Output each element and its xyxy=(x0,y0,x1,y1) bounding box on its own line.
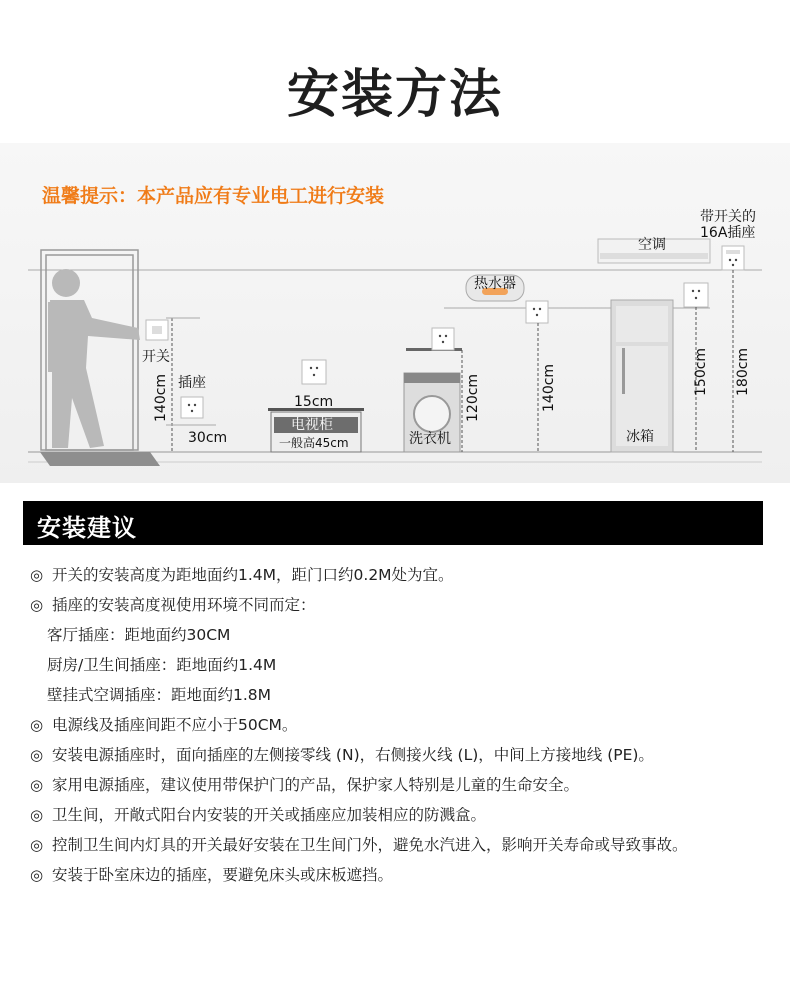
tip-item xyxy=(30,772,780,802)
bullet-icon: ◎ xyxy=(30,776,44,794)
tip-text: 卫生间，开敞式阳台内安装的开关或插座应加装相应的防溅盒。 xyxy=(52,806,487,824)
tip-item xyxy=(30,562,780,592)
fridge-label: 冰箱 xyxy=(626,429,654,445)
bullet-icon: ◎ xyxy=(30,866,44,884)
bullet-icon: ◎ xyxy=(30,806,44,824)
person-figure xyxy=(48,269,140,448)
tip-item xyxy=(30,832,780,862)
fridge-socket xyxy=(684,283,708,307)
tip-text: 开关的安装高度为距地面约1.4M，距门口约0.2M处为宜。 xyxy=(52,566,454,584)
tv-socket-height-label: 15cm xyxy=(294,394,334,410)
tip-item xyxy=(30,592,780,622)
tip-item xyxy=(30,682,780,712)
section-title: 安装建议 xyxy=(37,514,137,542)
living-room-socket xyxy=(181,397,203,418)
tip-text: 安装电源插座时，面向插座的左侧接零线 (N)，右侧接火线 (L)，中间上方接地线 (PE)。 xyxy=(52,746,654,764)
socket-label: 插座 xyxy=(178,375,206,391)
tip-text: 安装于卧室床边的插座，要避免床头或床板遮挡。 xyxy=(52,866,394,884)
floor-mat xyxy=(40,452,160,466)
ac-label: 空调 xyxy=(638,237,666,253)
ac-socket-label-line1: 带开关的 xyxy=(700,209,756,225)
water-heater-socket xyxy=(526,301,548,323)
water-heater-label: 热水器 xyxy=(474,276,516,292)
tip-text: 家用电源插座，建议使用带保护门的产品，保护家人特别是儿童的生命安全。 xyxy=(52,776,580,794)
bullet-icon: ◎ xyxy=(30,746,44,764)
tv-cabinet-height-label: 一般高45cm xyxy=(279,436,349,450)
tip-item xyxy=(30,742,780,772)
tv-cabinet-label: 电视柜 xyxy=(291,417,333,433)
ac-socket-label-line2: 16A插座 xyxy=(700,225,756,241)
tip-item xyxy=(30,802,780,832)
bullet-icon: ◎ xyxy=(30,836,44,854)
water-heater-socket-height-label: 140cm xyxy=(541,363,557,412)
light-switch xyxy=(146,320,168,340)
tip-text: 电源线及插座间距不应小于50CM。 xyxy=(52,716,298,734)
washer-label: 洗衣机 xyxy=(409,431,451,447)
tip-item xyxy=(30,862,780,892)
tip-text: 客厅插座：距地面约30CM xyxy=(47,626,231,644)
tip-item xyxy=(30,652,780,682)
bullet-icon: ◎ xyxy=(30,596,44,614)
switch-height-label: 140cm xyxy=(153,373,169,422)
tip-text: 插座的安装高度视使用环境不同而定： xyxy=(52,596,316,614)
bullet-icon: ◎ xyxy=(30,566,44,584)
tip-item xyxy=(30,712,780,742)
page-title: 安装方法 xyxy=(286,65,503,125)
tip-text: 厨房/卫生间插座：距地面约1.4M xyxy=(47,656,277,674)
ac-socket-height-label: 180cm xyxy=(735,347,751,396)
tv-socket xyxy=(302,360,326,384)
section-header xyxy=(23,501,763,545)
fridge-socket-height-label: 150cm xyxy=(693,347,709,396)
socket-height-label: 30cm xyxy=(188,430,228,446)
ac-socket xyxy=(722,246,744,270)
tip-text: 壁挂式空调插座：距地面约1.8M xyxy=(47,686,272,704)
tip-text: 控制卫生间内灯具的开关最好安装在卫生间门外，避免水汽进入，影响开关寿命或导致事故。 xyxy=(52,836,688,854)
bullet-icon: ◎ xyxy=(30,716,44,734)
tip-item xyxy=(30,622,780,652)
warning-text: 温馨提示：本产品应有专业电工进行安装 xyxy=(42,185,385,207)
washer-socket-height-label: 120cm xyxy=(465,373,481,422)
tips-list xyxy=(30,562,780,892)
washer-socket xyxy=(432,328,454,350)
switch-label: 开关 xyxy=(142,349,170,365)
